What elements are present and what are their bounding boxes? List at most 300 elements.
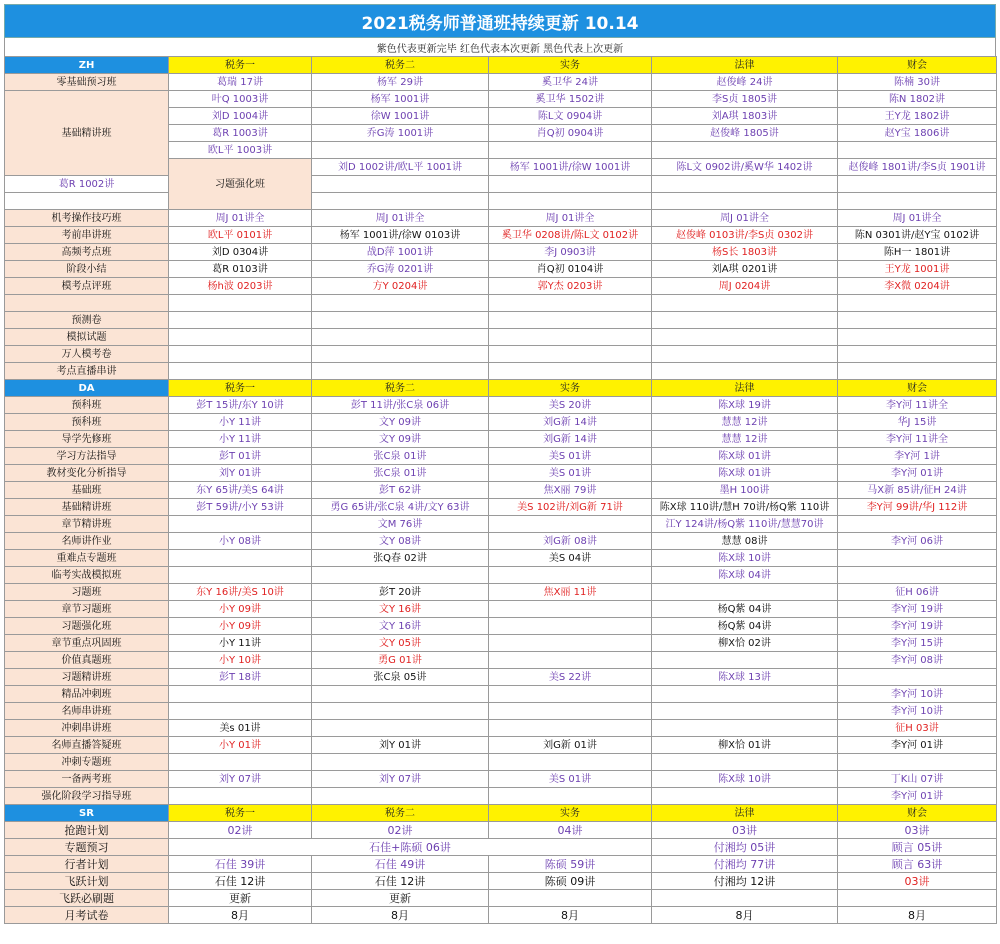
course-cell	[838, 210, 997, 227]
course-cell	[489, 312, 652, 329]
course-cell	[169, 482, 312, 499]
course-entry: 陈X球 10讲	[718, 773, 771, 785]
course-cell	[169, 686, 312, 703]
course-entry: 02讲	[387, 823, 413, 837]
course-entry: 李Y河 01讲	[890, 467, 943, 479]
row-label: 基础精讲班	[5, 91, 169, 176]
course-entry: 肖Q初 0904讲	[536, 127, 604, 139]
course-cell	[5, 176, 169, 193]
row-label: 零基础预习班	[5, 74, 169, 91]
course-entry: 小Y 11讲	[218, 637, 261, 649]
course-cell	[489, 278, 652, 295]
course-entry: 杨军 29讲	[377, 76, 423, 88]
course-entry: 美s 01讲	[219, 722, 261, 734]
course-entry: 小Y 10讲	[218, 654, 261, 666]
course-cell	[312, 414, 489, 431]
section-header-zh	[5, 57, 997, 74]
table-row	[5, 516, 997, 533]
table-row	[5, 193, 997, 210]
course-entry: 慧慧 12讲	[721, 433, 768, 445]
course-cell	[489, 601, 652, 618]
row-label: 阶段小结	[5, 261, 169, 278]
course-cell	[5, 193, 169, 210]
course-cell	[169, 278, 312, 295]
course-cell	[169, 533, 312, 550]
row-label: 机考操作技巧班	[5, 210, 169, 227]
course-entry: 文M 76讲	[377, 518, 423, 530]
course-entry: 顾言 05讲	[891, 840, 943, 854]
row-label: 重难点专题班	[5, 550, 169, 567]
course-entry: 柳X恰 02讲	[718, 637, 771, 649]
row-label: 习题精讲班	[5, 669, 169, 686]
course-cell	[652, 890, 838, 907]
row-label: 万人模考卷	[5, 346, 169, 363]
course-cell	[838, 414, 997, 431]
section-header-sr	[5, 805, 997, 822]
course-cell	[838, 295, 997, 312]
course-cell	[652, 465, 838, 482]
course-cell	[169, 703, 312, 720]
course-cell	[652, 754, 838, 771]
course-entry: 李X微 0204讲	[884, 280, 950, 292]
course-entry: 李Y河 99讲/华J 112讲	[866, 501, 968, 513]
table-row	[5, 737, 997, 754]
course-cell	[312, 550, 489, 567]
subject-header: 实务	[489, 380, 652, 397]
course-entry: 周J 01讲全	[215, 212, 265, 224]
course-cell	[489, 431, 652, 448]
row-label: 月考试卷	[5, 907, 169, 924]
course-cell	[312, 720, 489, 737]
course-cell	[312, 261, 489, 278]
course-entry: 杨h波 0203讲	[207, 280, 273, 292]
course-cell	[312, 329, 489, 346]
course-cell	[489, 907, 652, 924]
course-entry: 欧L平 0101讲	[207, 229, 273, 241]
course-entry: 李S贞 1805讲	[712, 93, 777, 105]
course-cell	[312, 193, 489, 210]
course-cell	[838, 890, 997, 907]
row-label: 习题强化班	[169, 159, 312, 210]
course-entry: 江Y 124讲/杨Q紫 110讲/慧慧70讲	[665, 518, 824, 530]
course-cell	[652, 312, 838, 329]
row-label: 临考实战模拟班	[5, 567, 169, 584]
course-cell	[652, 193, 838, 210]
course-cell	[312, 244, 489, 261]
course-cell	[489, 686, 652, 703]
course-entry: 墨H 100讲	[719, 484, 770, 496]
row-label: 章节重点巩固班	[5, 635, 169, 652]
row-label: 习题强化班	[5, 618, 169, 635]
course-entry: 陈X球 01讲	[718, 450, 771, 462]
course-entry: 文Y 09讲	[378, 433, 421, 445]
course-entry: 彭T 62讲	[378, 484, 421, 496]
course-cell	[652, 873, 838, 890]
course-cell	[489, 108, 652, 125]
course-cell	[312, 91, 489, 108]
course-cell	[312, 465, 489, 482]
course-entry: 李Y河 10讲	[890, 688, 943, 700]
course-entry: 杨军 1001讲	[370, 93, 430, 105]
table-row	[5, 278, 997, 295]
row-label: 考前串讲班	[5, 227, 169, 244]
course-entry: 04讲	[557, 823, 583, 837]
course-entry: 李Y河 08讲	[890, 654, 943, 666]
section-label: ZH	[5, 57, 169, 74]
course-cell	[489, 652, 652, 669]
course-cell	[169, 499, 312, 516]
course-cell	[838, 839, 997, 856]
course-cell	[169, 737, 312, 754]
course-cell	[169, 550, 312, 567]
course-entry: 顾言 63讲	[891, 857, 943, 871]
row-label: 考点直播串讲	[5, 363, 169, 380]
course-cell	[838, 567, 997, 584]
course-entry: 丁K山 07讲	[890, 773, 944, 785]
row-label: 模拟试题	[5, 329, 169, 346]
course-cell	[652, 142, 838, 159]
course-entry: 小Y 09讲	[218, 620, 261, 632]
course-entry: 杨军 1001讲/徐W 0103讲	[339, 229, 461, 241]
course-cell	[169, 601, 312, 618]
course-cell	[312, 890, 489, 907]
row-label: 教材变化分析指导	[5, 465, 169, 482]
course-entry: 勇G 65讲/张C泉 4讲/文Y 63讲	[330, 501, 470, 513]
course-entry: 美S 01讲	[548, 467, 592, 479]
course-cell	[169, 669, 312, 686]
course-cell	[169, 822, 312, 839]
course-cell	[838, 91, 997, 108]
course-cell	[652, 788, 838, 805]
course-cell	[652, 278, 838, 295]
course-cell	[652, 686, 838, 703]
row-label: 精品冲刺班	[5, 686, 169, 703]
course-entry: 小Y 09讲	[218, 603, 261, 615]
course-entry: 郭Y杰 0203讲	[537, 280, 603, 292]
row-label: 强化阶段学习指导班	[5, 788, 169, 805]
table-row	[5, 907, 997, 924]
course-cell	[489, 499, 652, 516]
course-entry: 赵Y宝 1806讲	[884, 127, 950, 139]
row-label: 高频考点班	[5, 244, 169, 261]
course-entry: 华J 15讲	[897, 416, 937, 428]
course-entry: 李Y河 11讲全	[885, 399, 948, 411]
course-entry: 陈H一 1801讲	[883, 246, 951, 258]
table-row	[5, 465, 997, 482]
course-entry: 葛R 1003讲	[212, 127, 268, 139]
course-cell	[652, 516, 838, 533]
subject-header: 税务一	[169, 380, 312, 397]
row-label: 学习方法指导	[5, 448, 169, 465]
course-entry: 陈X球 13讲	[718, 671, 771, 683]
course-cell	[652, 227, 838, 244]
course-entry: 刘Y 01讲	[218, 467, 261, 479]
course-entry: 征H 03讲	[895, 722, 939, 734]
row-label: 冲刺串讲班	[5, 720, 169, 737]
table-row	[5, 618, 997, 635]
course-cell	[489, 346, 652, 363]
course-entry: 周J 01讲全	[892, 212, 942, 224]
course-cell	[652, 346, 838, 363]
course-cell	[652, 159, 838, 176]
table-row	[5, 788, 997, 805]
course-entry: 文Y 08讲	[378, 535, 421, 547]
course-entry: 焦X丽 11讲	[543, 586, 597, 598]
course-entry: 李Y河 06讲	[890, 535, 943, 547]
course-cell	[489, 720, 652, 737]
course-entry: 乔G涛 1001讲	[366, 127, 434, 139]
course-cell	[652, 261, 838, 278]
course-cell	[652, 839, 838, 856]
course-entry: 慧慧 12讲	[721, 416, 768, 428]
course-entry: 李Y河 01讲	[890, 790, 943, 802]
row-label: 价值真题班	[5, 652, 169, 669]
course-cell	[838, 550, 997, 567]
course-entry: 陈X球 10讲	[718, 552, 771, 564]
course-cell	[312, 397, 489, 414]
course-cell	[312, 278, 489, 295]
subject-header: 税务二	[312, 805, 489, 822]
course-cell	[489, 74, 652, 91]
course-cell	[652, 397, 838, 414]
course-cell	[169, 618, 312, 635]
course-entry: 刘G新 01讲	[543, 739, 597, 751]
table-row	[5, 533, 997, 550]
course-cell	[489, 533, 652, 550]
course-entry: 刘G新 14讲	[543, 416, 597, 428]
course-entry: 付湘均 77讲	[713, 857, 776, 871]
course-cell	[652, 244, 838, 261]
course-entry: 杨Q紫 04讲	[717, 620, 772, 632]
table-row	[5, 839, 997, 856]
course-cell	[652, 856, 838, 873]
course-cell	[652, 414, 838, 431]
course-cell	[312, 669, 489, 686]
course-cell	[489, 635, 652, 652]
course-cell	[489, 567, 652, 584]
course-entry: 小Y 11讲	[218, 416, 261, 428]
course-cell	[838, 142, 997, 159]
course-cell	[312, 74, 489, 91]
row-label: 导学先修班	[5, 431, 169, 448]
course-cell	[838, 873, 997, 890]
course-cell	[169, 720, 312, 737]
row-label: 冲刺专题班	[5, 754, 169, 771]
course-entry: 陈N 0301讲/赵Y宝 0102讲	[854, 229, 980, 241]
table-row	[5, 584, 997, 601]
course-cell	[652, 74, 838, 91]
course-cell	[169, 873, 312, 890]
course-cell	[652, 363, 838, 380]
course-entry: 刘Y 07讲	[218, 773, 261, 785]
course-cell	[312, 601, 489, 618]
course-cell	[312, 125, 489, 142]
course-entry: 徐W 1001讲	[370, 110, 430, 122]
course-entry: 方Y 0204讲	[372, 280, 428, 292]
course-entry: 彭T 15讲/东Y 10讲	[196, 399, 284, 411]
course-entry: 付湘均 12讲	[713, 874, 776, 888]
course-cell	[489, 363, 652, 380]
course-cell	[838, 482, 997, 499]
table-row	[5, 873, 997, 890]
course-cell	[169, 465, 312, 482]
course-entry: 李Y河 1讲	[894, 450, 940, 462]
course-cell	[169, 91, 312, 108]
table-row	[5, 210, 997, 227]
course-entry: 更新	[229, 891, 251, 905]
course-cell	[169, 210, 312, 227]
course-cell	[489, 193, 652, 210]
course-cell	[312, 159, 489, 176]
row-label: 章节精讲班	[5, 516, 169, 533]
subject-header: 税务一	[169, 57, 312, 74]
course-entry: 彭T 01讲	[218, 450, 261, 462]
table-row	[5, 669, 997, 686]
course-entry: 更新	[389, 891, 411, 905]
course-cell	[169, 227, 312, 244]
subject-header: 法律	[652, 57, 838, 74]
course-entry: 彭T 59讲/小Y 53讲	[196, 501, 284, 513]
course-cell	[489, 516, 652, 533]
course-cell	[652, 635, 838, 652]
course-cell	[312, 142, 489, 159]
course-entry: 杨Q紫 04讲	[717, 603, 772, 615]
course-cell	[652, 176, 838, 193]
course-entry: 葛R 1002讲	[58, 178, 115, 190]
course-cell	[652, 669, 838, 686]
course-entry: 陈楠 30讲	[894, 76, 940, 88]
course-cell	[489, 159, 652, 176]
course-cell	[312, 533, 489, 550]
course-cell	[489, 482, 652, 499]
table-row	[5, 414, 997, 431]
row-label: 专题预习	[5, 839, 169, 856]
course-entry: 李J 0903讲	[544, 246, 596, 258]
table-row	[5, 550, 997, 567]
row-label: 章节习题班	[5, 601, 169, 618]
table-row	[5, 567, 997, 584]
course-cell	[652, 329, 838, 346]
course-cell	[169, 414, 312, 431]
course-entry: 李Y河 15讲	[890, 637, 943, 649]
course-cell	[652, 601, 838, 618]
course-cell	[489, 788, 652, 805]
course-cell	[312, 516, 489, 533]
course-cell	[489, 754, 652, 771]
sheet-title: 2021税务师普通班持续更新 10.14	[4, 4, 996, 38]
course-cell	[312, 108, 489, 125]
course-entry: 彭T 18讲	[218, 671, 261, 683]
course-entry: 03讲	[904, 823, 930, 837]
course-cell	[312, 652, 489, 669]
table-row	[5, 227, 997, 244]
course-entry: 文Y 05讲	[378, 637, 421, 649]
course-entry: 李Y河 01讲	[890, 739, 943, 751]
row-label: 基础班	[5, 482, 169, 499]
course-cell	[652, 533, 838, 550]
course-cell	[169, 142, 312, 159]
course-cell	[838, 669, 997, 686]
course-entry: 彭T 11讲/张C泉 06讲	[350, 399, 450, 411]
course-cell	[838, 822, 997, 839]
course-cell	[652, 618, 838, 635]
course-cell	[838, 737, 997, 754]
course-entry: 美S 20讲	[548, 399, 592, 411]
course-entry: 陈X球 110讲/慧H 70讲/杨Q紫 110讲	[659, 501, 830, 513]
course-entry: 赵俊峰 24讲	[716, 76, 773, 88]
course-entry: 刘Y 07讲	[378, 773, 421, 785]
course-entry: 石佳 39讲	[214, 857, 266, 871]
course-cell	[169, 363, 312, 380]
course-entry: 彭T 20讲	[378, 586, 421, 598]
course-cell	[312, 363, 489, 380]
course-table	[4, 56, 997, 924]
course-cell	[169, 125, 312, 142]
course-entry: 东Y 65讲/美S 64讲	[196, 484, 284, 496]
course-cell	[838, 312, 997, 329]
course-cell	[312, 312, 489, 329]
course-entry: 肖Q初 0104讲	[536, 263, 604, 275]
table-row	[5, 397, 997, 414]
course-cell	[312, 210, 489, 227]
course-entry: 勇G 01讲	[378, 654, 422, 666]
course-cell	[838, 788, 997, 805]
course-entry: 02讲	[227, 823, 253, 837]
course-cell	[838, 499, 997, 516]
course-entry: 焦X丽 79讲	[543, 484, 597, 496]
course-cell	[838, 397, 997, 414]
course-cell	[312, 737, 489, 754]
course-cell	[489, 822, 652, 839]
subject-header: 财会	[838, 380, 997, 397]
course-cell	[169, 431, 312, 448]
course-cell	[652, 550, 838, 567]
course-cell	[169, 907, 312, 924]
course-cell	[489, 856, 652, 873]
course-cell	[169, 890, 312, 907]
course-cell	[169, 346, 312, 363]
row-label: 名师串讲班	[5, 703, 169, 720]
course-cell	[312, 635, 489, 652]
course-entry: 03讲	[904, 874, 930, 888]
course-entry: 刘Y 01讲	[378, 739, 421, 751]
row-label: 名师讲作业	[5, 533, 169, 550]
course-cell	[312, 584, 489, 601]
course-entry: 美S 01讲	[548, 773, 592, 785]
course-entry: 陈硕 59讲	[544, 857, 596, 871]
course-cell	[489, 295, 652, 312]
course-cell	[489, 465, 652, 482]
course-entry: 奚卫华 24讲	[542, 76, 598, 88]
table-row	[5, 312, 997, 329]
course-cell	[489, 329, 652, 346]
course-entry: 8月	[561, 908, 579, 922]
course-cell	[312, 754, 489, 771]
course-cell	[838, 635, 997, 652]
course-entry: 马X新 85讲/征H 24讲	[867, 484, 967, 496]
table-row	[5, 448, 997, 465]
course-cell	[489, 397, 652, 414]
course-entry: 刘G新 14讲	[543, 433, 597, 445]
course-cell	[312, 482, 489, 499]
course-cell	[489, 91, 652, 108]
course-cell	[838, 227, 997, 244]
table-row	[5, 74, 997, 91]
course-cell	[489, 244, 652, 261]
course-entry: 刘A琪 0201讲	[711, 263, 778, 275]
course-cell	[169, 516, 312, 533]
course-cell	[652, 91, 838, 108]
